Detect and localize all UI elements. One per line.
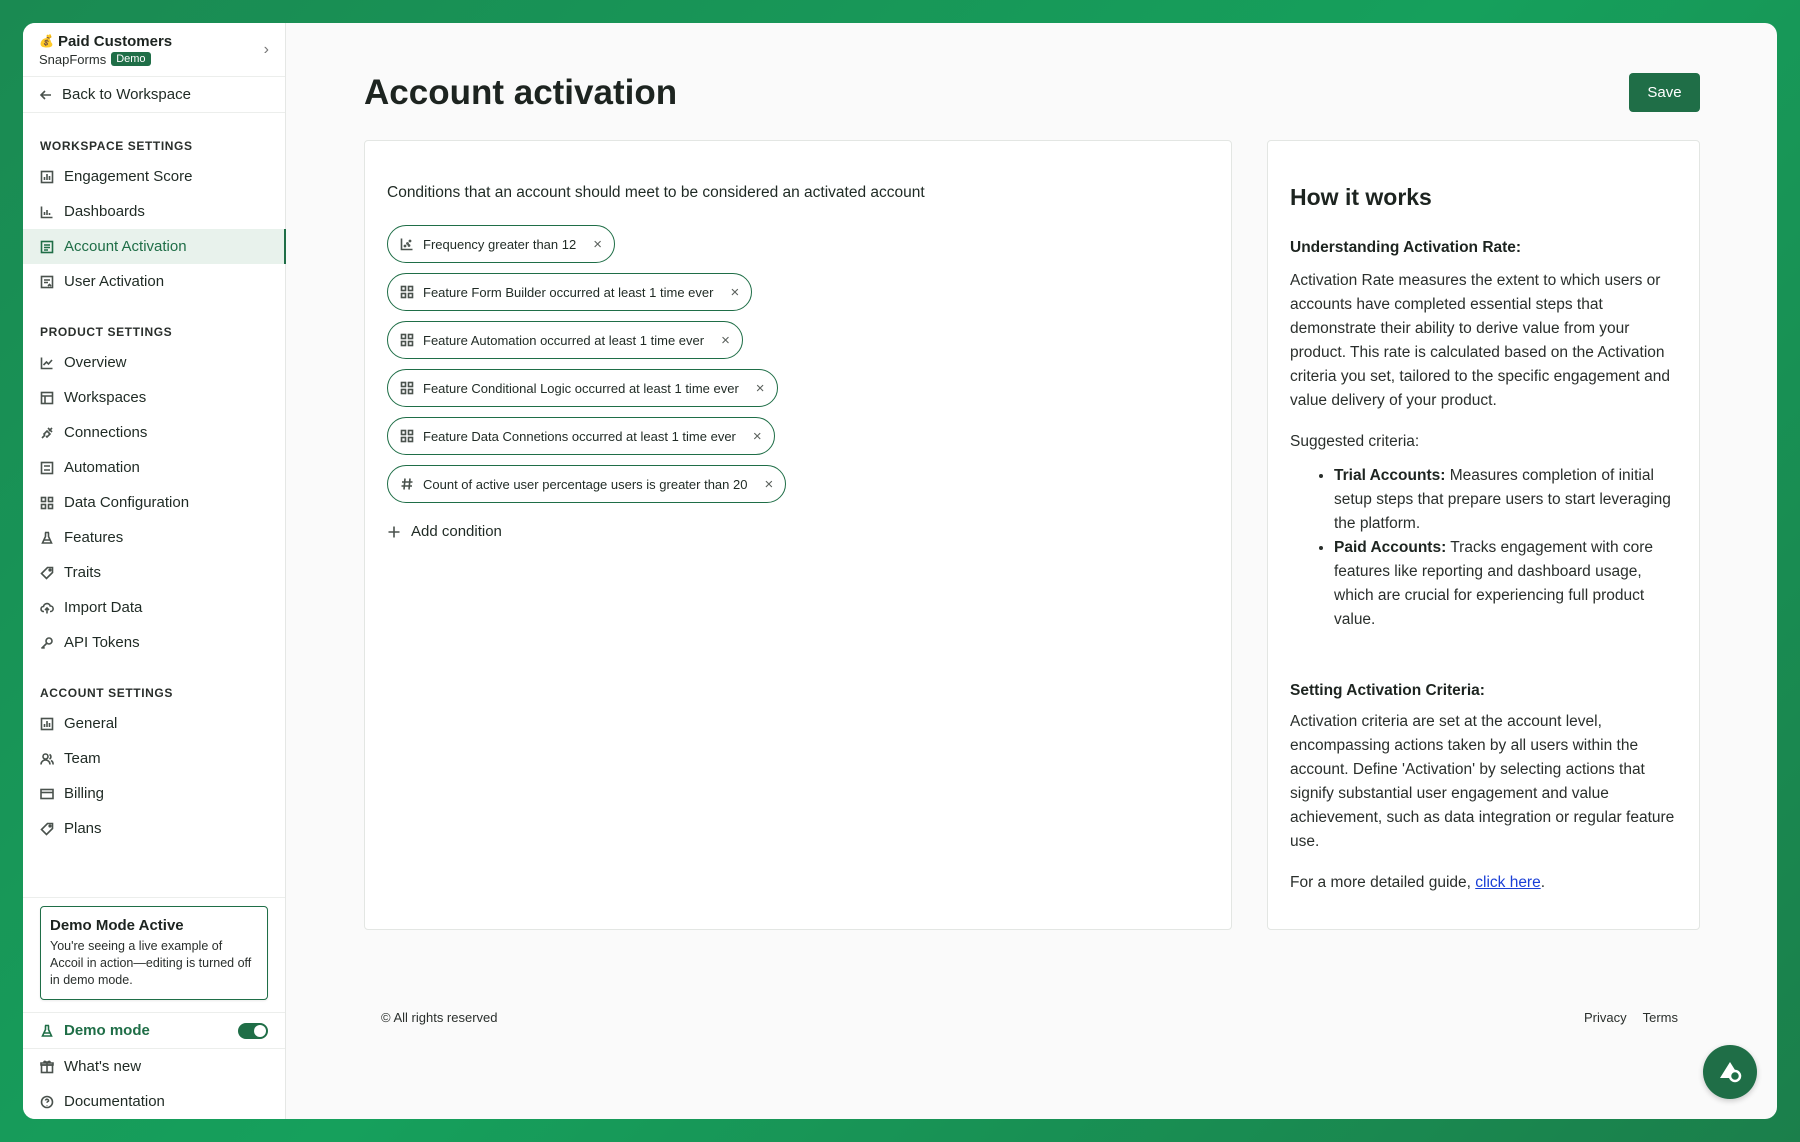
demo-notice-text: You're seeing a live example of Accoil in action—editing is turned off in demo mode. (50, 939, 252, 987)
sidebar-item-api-tokens[interactable]: API Tokens (23, 625, 285, 660)
conditions-panel (364, 140, 1232, 930)
remove-condition-icon[interactable]: × (593, 235, 602, 253)
section-product-settings: PRODUCT SETTINGS (40, 325, 173, 339)
grid-icon (400, 333, 414, 347)
org-switcher[interactable] (23, 23, 285, 77)
back-to-workspace-link[interactable]: Back to Workspace (23, 77, 285, 113)
sidebar-item-account-activation[interactable]: Account Activation (23, 229, 285, 264)
demo-mode-notice (40, 906, 268, 1000)
setting-criteria-heading: Setting Activation Criteria: (1290, 682, 1485, 699)
sidebar-item-whats-new[interactable]: What's new (23, 1049, 285, 1084)
footer-links (1584, 1010, 1678, 1025)
general-icon (40, 717, 54, 731)
grid-icon (400, 429, 414, 443)
add-condition-button[interactable]: Add condition (387, 523, 502, 540)
remove-condition-icon[interactable]: × (764, 475, 774, 493)
arrow-left-icon (39, 88, 53, 102)
demo-mode-toggle[interactable] (238, 1023, 268, 1039)
remove-condition-icon[interactable]: × (752, 427, 762, 445)
sidebar-item-data-configuration[interactable]: Data Configuration (23, 485, 285, 520)
users-icon (40, 752, 54, 766)
section-account-settings: ACCOUNT SETTINGS (40, 686, 173, 700)
copyright: © All rights reserved (381, 1010, 498, 1025)
condition-chips (387, 225, 786, 503)
flask-icon (40, 531, 54, 545)
page-title: Account activation (364, 73, 678, 112)
main-content (286, 23, 1777, 1119)
demo-notice-title: Demo Mode Active (50, 917, 184, 934)
setting-criteria-text: Activation criteria are set at the account level, encompassing actions taken by all users within the account. Define 'Activation' by selecting actions that signify substantial user engagement and value achievement, such as data integration or regular feature use. (1290, 713, 1675, 850)
grid-icon (400, 381, 414, 395)
score-icon (40, 170, 54, 184)
sidebar-item-automation[interactable]: Automation (23, 450, 285, 485)
sidebar (23, 23, 286, 1119)
condition-chip[interactable]: Feature Conditional Logic occurred at least 1 time ever × (387, 369, 778, 407)
how-it-works-title: How it works (1290, 184, 1432, 210)
app-window (23, 23, 1777, 1119)
scatter-chart-icon (400, 237, 414, 251)
list-icon (40, 240, 54, 254)
condition-chip[interactable]: Feature Automation occurred at least 1 time ever × (387, 321, 743, 359)
sidebar-item-documentation[interactable]: Documentation (23, 1084, 285, 1119)
list-item: • Trial Accounts: Measures completion of initial setup steps that prepare users to start leveraging the platform. (1334, 464, 1677, 536)
bar-chart-icon (40, 205, 54, 219)
cloud-upload-icon (40, 601, 54, 615)
product-name: SnapForms (39, 51, 107, 67)
plug-icon (40, 426, 54, 440)
sidebar-item-plans[interactable]: Plans (23, 811, 285, 846)
sidebar-item-engagement-score[interactable]: Engagement Score (23, 159, 285, 194)
understanding-heading: Understanding Activation Rate: (1290, 239, 1522, 256)
sidebar-item-user-activation[interactable]: User Activation (23, 264, 285, 299)
suggested-list (1334, 464, 1677, 632)
automation-icon (40, 461, 54, 475)
condition-chip[interactable]: Count of active user percentage users is greater than 20 × (387, 465, 786, 503)
condition-chip[interactable]: Feature Data Connetions occurred at least 1 time ever × (387, 417, 775, 455)
sidebar-item-team[interactable]: Team (23, 741, 285, 776)
sidebar-bottom (23, 897, 285, 1119)
sidebar-item-overview[interactable]: Overview (23, 345, 285, 380)
grid-icon (40, 496, 54, 510)
help-circle-icon (40, 1095, 54, 1109)
credit-card-icon (40, 787, 54, 801)
sidebar-item-workspaces[interactable]: Workspaces (23, 380, 285, 415)
key-icon (40, 636, 54, 650)
tag-icon (40, 566, 54, 580)
privacy-link[interactable]: Privacy (1584, 1010, 1627, 1025)
remove-condition-icon[interactable]: × (730, 283, 740, 301)
remove-condition-icon[interactable]: × (721, 331, 730, 349)
help-chat-button[interactable] (1703, 1045, 1757, 1099)
chevron-right-icon: › (263, 40, 269, 58)
user-list-icon (40, 275, 54, 289)
sidebar-item-dashboards[interactable]: Dashboards (23, 194, 285, 229)
sidebar-item-connections[interactable]: Connections (23, 415, 285, 450)
terms-link[interactable]: Terms (1642, 1010, 1679, 1025)
grid-icon (400, 285, 414, 299)
condition-chip[interactable]: Feature Form Builder occurred at least 1 time ever × (387, 273, 752, 311)
suggested-label: Suggested criteria: (1290, 433, 1420, 450)
money-bag-icon: 💰 (39, 34, 54, 48)
list-item: • Paid Accounts: Tracks engagement with core features like reporting and dashboard usage, which are crucial for experiencing full product value. (1334, 536, 1677, 632)
plus-icon (387, 525, 401, 539)
hash-icon (400, 477, 414, 491)
condition-chip[interactable]: Frequency greater than 12 × (387, 225, 615, 263)
guide-text: For a more detailed guide, click here. (1290, 874, 1546, 891)
demo-badge: Demo (111, 52, 150, 66)
demo-mode-row: Demo mode (23, 1013, 285, 1049)
sidebar-item-traits[interactable]: Traits (23, 555, 285, 590)
sidebar-item-general[interactable]: General (23, 706, 285, 741)
click-here-link[interactable]: click here (1475, 874, 1541, 891)
remove-condition-icon[interactable]: × (755, 379, 765, 397)
sidebar-item-import-data[interactable]: Import Data (23, 590, 285, 625)
sidebar-item-billing[interactable]: Billing (23, 776, 285, 811)
conditions-description: Conditions that an account should meet to be considered an activated account (387, 184, 925, 201)
section-workspace-settings: WORKSPACE SETTINGS (40, 139, 193, 153)
sidebar-item-features[interactable]: Features (23, 520, 285, 555)
tag-icon (40, 822, 54, 836)
understanding-text: Activation Rate measures the extent to which users or accounts have completed essential steps that demonstrate their ability to derive value from your product. This rate is calculated based on the Activation criteria you set, tailored to the specific engagement and value delivery of your product. (1290, 272, 1670, 409)
accoil-logo-icon (1716, 1056, 1744, 1089)
gift-icon (40, 1060, 54, 1074)
how-it-works-panel (1267, 140, 1700, 930)
save-button[interactable]: Save (1629, 73, 1700, 112)
flask-icon (40, 1024, 54, 1038)
line-chart-icon (40, 356, 54, 370)
layout-icon (40, 391, 54, 405)
org-name: 💰 Paid Customers (39, 32, 173, 50)
